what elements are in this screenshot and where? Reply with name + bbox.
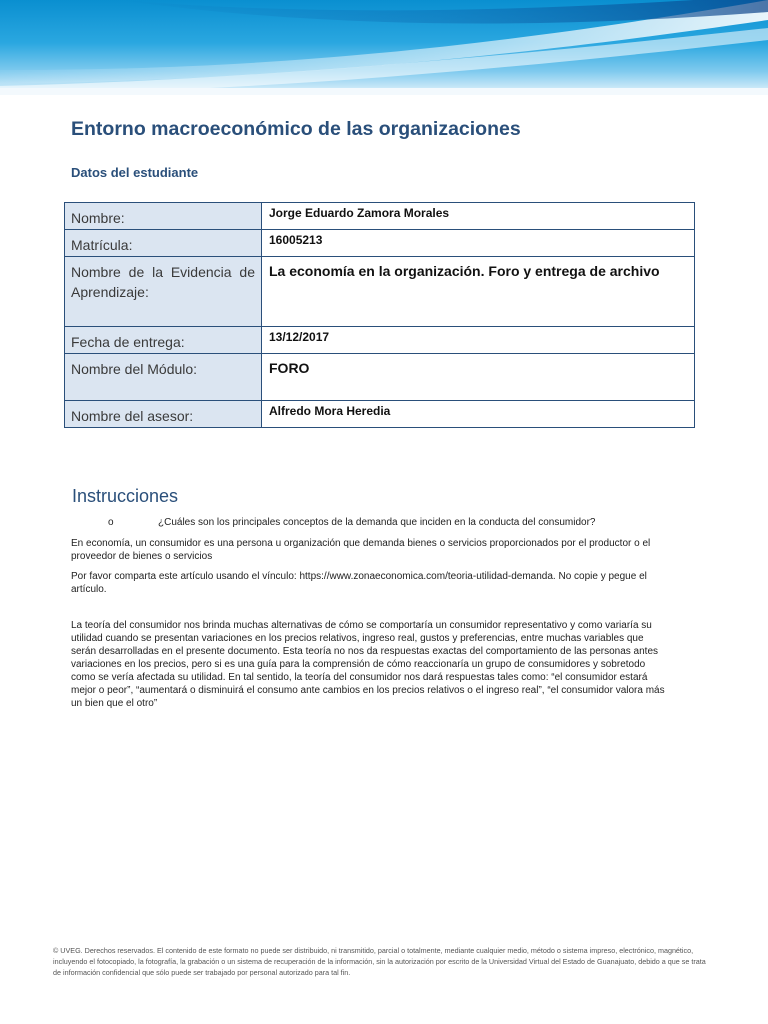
paragraph-share-article: Por favor comparta este artículo usando el vínculo: https://www.zonaeconomica.com/teoria-utilidad-demanda. No copie y pegue el artículo. — [71, 571, 647, 595]
table-row — [65, 327, 695, 354]
paragraph-consumer-theory: La teoría del consumidor nos brinda muchas alternativas de cómo se comportaría un consumidor representativo y como variaría su utilidad cuando se presentan variaciones en los precios relativos, ingreso real, gustos y preferencias, entre muchas variables que serán desarrolladas en el presente documento. Esta teoría no nos da respuestas exactas del comportamiento de las personas antes variaciones en los precios, pero si es una guía para la comprensión de cómo reaccionaría un grupo de consumidores y sobretodo como se vería afectada su utilidad. En tal sentido, la teoría del consumidor nos dará respuestas tales como: “el consumidor estará mejor o peor”, “aumentará o disminuirá el consumo ante cambios en los precios relativos o el ingreso real”, “el consumidor valora más un bien que el otro” — [71, 620, 665, 709]
label-evidencia: Nombre de la Evidencia de Aprendizaje: — [65, 257, 262, 327]
label-nombre: Nombre: — [65, 203, 262, 230]
table-row — [65, 257, 695, 327]
instructions-heading: Instrucciones — [72, 486, 179, 506]
page-title: Entorno macroeconómico de las organizaciones — [71, 118, 521, 140]
table-row — [65, 401, 695, 428]
paragraph-consumer-definition: En economía, un consumidor es una persona u organización que demanda bienes o servicios proporcionados por el productor o el proveedor de bienes o servicios — [71, 538, 651, 562]
table-row — [65, 230, 695, 257]
label-asesor: Nombre del asesor: — [65, 401, 262, 428]
value-matricula: 16005213 — [262, 230, 695, 257]
banner-waves-graphic — [0, 0, 768, 95]
question-text: ¿Cuáles son los principales conceptos de la demanda que inciden en la conducta del consumidor? — [158, 517, 596, 528]
label-matricula: Matrícula: — [65, 230, 262, 257]
value-evidencia: La economía en la organización. Foro y entrega de archivo — [262, 257, 695, 327]
header-banner — [0, 0, 768, 95]
label-modulo: Nombre del Módulo: — [65, 354, 262, 401]
value-fecha: 13/12/2017 — [262, 327, 695, 354]
student-data-heading: Datos del estudiante — [71, 165, 199, 180]
table-row — [65, 203, 695, 230]
table-row — [65, 354, 695, 401]
value-asesor: Alfredo Mora Heredia — [262, 401, 695, 428]
copyright-footer: © UVEG. Derechos reservados. El contenido de este formato no puede ser distribuido, ni transmitido, parcial o totalmente, mediante cualquier medio, método o sistema impreso, electrónico, magnético, incluyendo el fotocopiado, la fotografía, la grabación o un sistema de recuperación de la información, sin la autorización por escrito de la Universidad Virtual del Estado de Guanajuato, debido a que se trata de información confidencial que sólo puede ser trabajado por personal autorizado para tal fin. — [53, 946, 706, 977]
question-list-item — [108, 517, 596, 528]
value-modulo: FORO — [262, 354, 695, 401]
bullet-marker-icon: o — [108, 517, 114, 528]
student-data-table — [64, 202, 695, 428]
value-nombre: Jorge Eduardo Zamora Morales — [262, 203, 695, 230]
label-fecha: Fecha de entrega: — [65, 327, 262, 354]
